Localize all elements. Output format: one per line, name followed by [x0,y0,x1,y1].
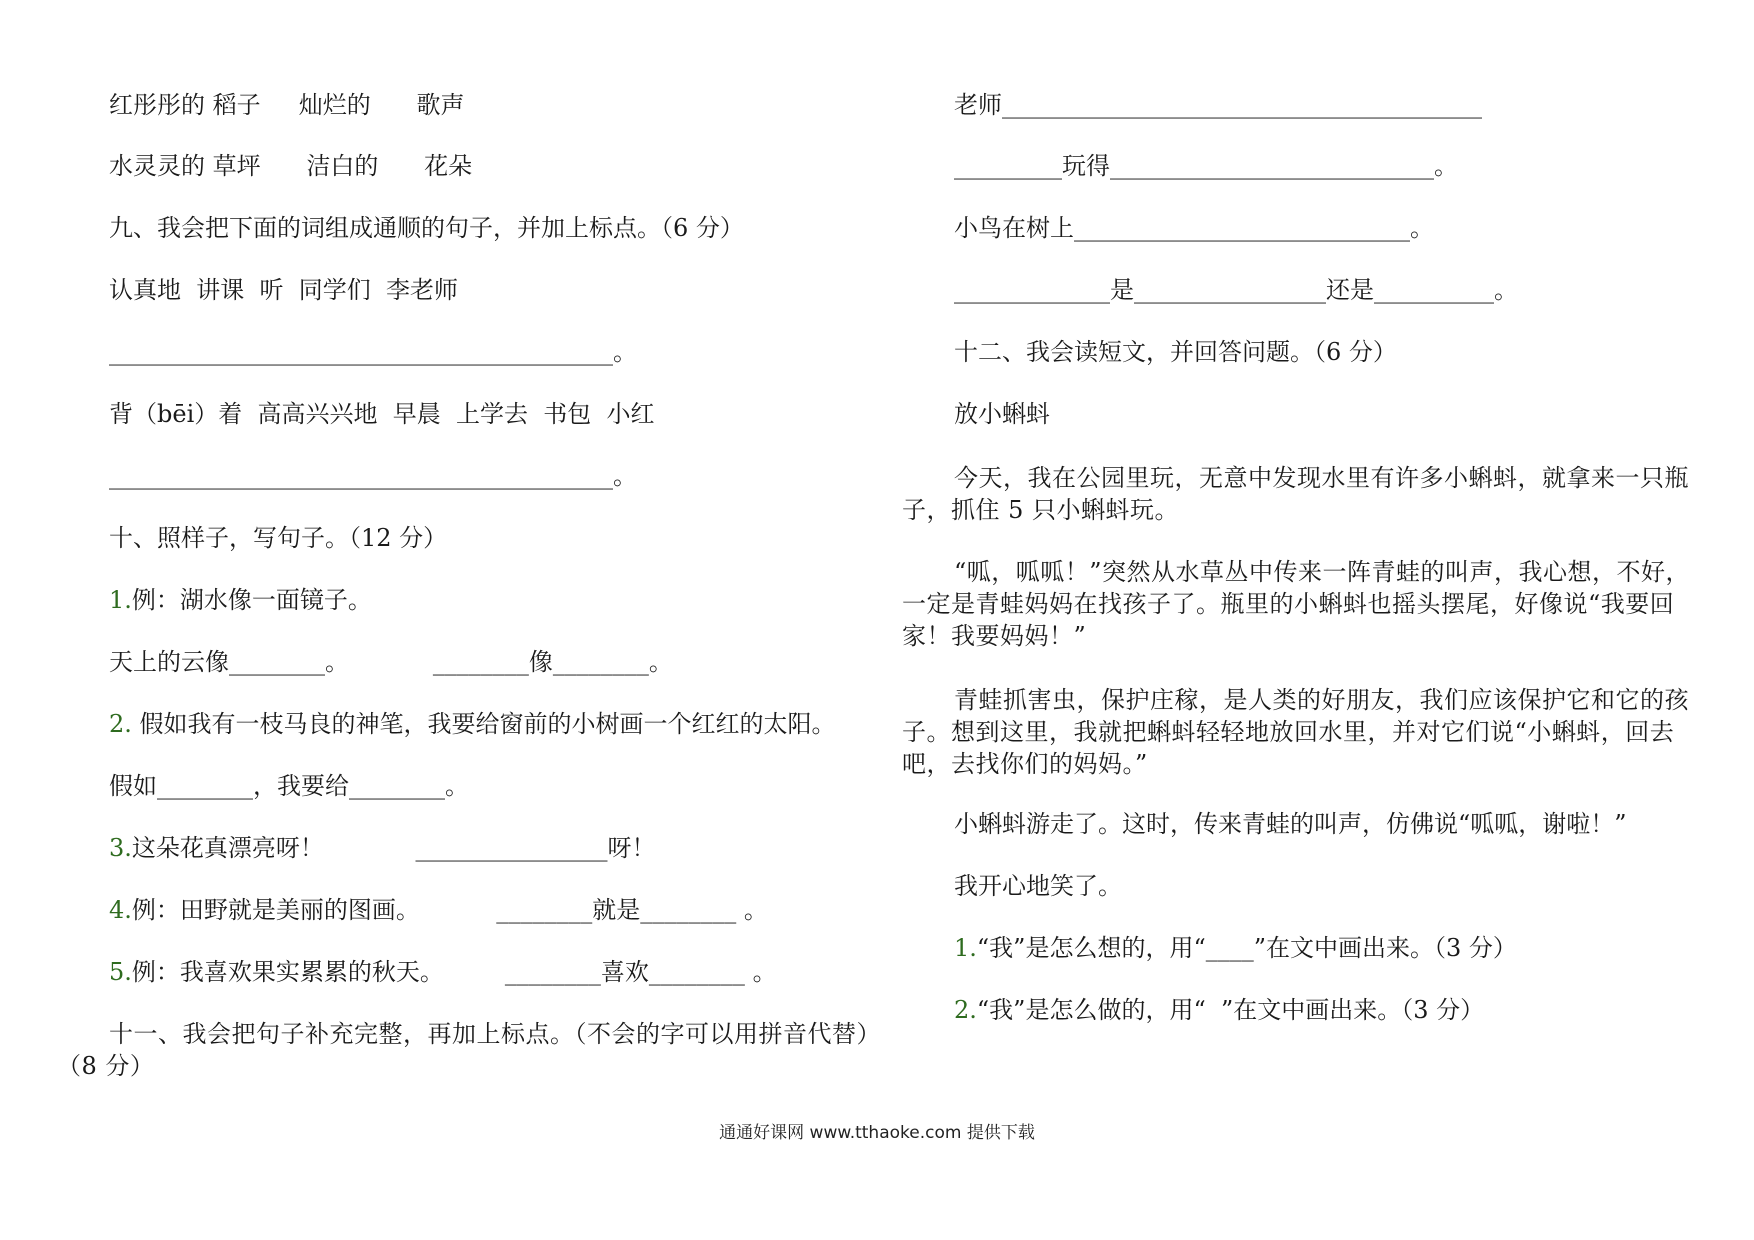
q11-line-3: 小鸟在树上____________________________。 [954,214,1434,242]
q12-question-2 [954,994,1484,1026]
q10-item-4-number: 4. [109,896,132,924]
word-pairs-line-1: 红彤彤的 稻子 灿烂的 歌声 [109,91,465,119]
q11-line-1: 老师________________________________________ [954,91,1482,119]
q12-question-1 [954,932,1517,964]
q10-item-2 [109,708,836,740]
q10-item-3 [109,832,655,864]
q12-question-1-number: 1. [954,934,977,962]
q10-item-1-number: 1. [109,586,132,614]
q10-item-2-number: 2. [109,710,132,738]
q12-title: 十二、我会读短文，并回答问题。（6 分） [954,338,1397,366]
q9-answer-line-2: __________________________________________。 [109,462,637,490]
q9-words-1: 认真地 讲课 听 同学们 李老师 [109,276,459,304]
q10-title: 十、照样子，写句子。（12 分） [109,524,448,552]
q10-item-1-example: 例：湖水像一面镜子。 [131,586,372,614]
q10-item-4-example: 例：田野就是美丽的图画。 ________就是________ 。 [131,896,768,924]
q12-question-2-text: “我”是怎么做的，用“ ”在文中画出来。（3 分） [976,996,1485,1024]
story-title: 放小蝌蚪 [954,400,1050,428]
story-paragraph-1: 今天，我在公园里玩，无意中发现水里有许多小蝌蚪，就拿来一只瓶子，抓住 5 只小蝌蚪玩。 [902,464,1689,524]
story-paragraph-5: 我开心地笑了。 [954,872,1122,900]
q10-item-3-example: 这朵花真漂亮呀！ ________________呀！ [131,834,656,862]
word-pairs-line-2: 水灵灵的 草坪 洁白的 花朵 [109,152,473,180]
q9-title: 九、我会把下面的词组成通顺的句子，并加上标点。（6 分） [109,214,744,242]
story-paragraph-2: “呱，呱呱！”突然从水草丛中传来一阵青蛙的叫声，我心想，不好，一定是青蛙妈妈在找孩子了。瓶里的小蝌蚪也摇头摆尾，好像说“我要回家！我要妈妈！” [902,558,1691,650]
story-paragraph-4: 小蝌蚪游走了。这时，传来青蛙的叫声，仿佛说“呱呱，谢啦！” [954,810,1627,838]
story-paragraph-3: 青蛙抓害虫，保护庄稼，是人类的好朋友，我们应该保护它和它的孩子。想到这里，我就把蝌蚪轻轻地放回水里，并对它们说“小蝌蚪，回去吧，去找你们的妈妈。” [902,686,1689,778]
q9-words-2: 背（bēi）着 高高兴兴地 早晨 上学去 书包 小红 [109,400,655,428]
q11-title: 十一、我会把句子补充完整，再加上标点。（不会的字可以用拼音代替）（8 分） [57,1020,869,1080]
q10-item-1-fill: 天上的云像________。 ________像________。 [109,648,673,676]
q11-line-2: _________玩得___________________________。 [954,152,1458,180]
q10-item-5-example: 例：我喜欢果实累累的秋天。 ________喜欢________ 。 [131,958,777,986]
q12-question-2-number: 2. [954,996,977,1024]
q10-item-3-number: 3. [109,834,132,862]
q12-question-1-text: “我”是怎么想的，用“____”在文中画出来。（3 分） [976,934,1517,962]
q10-item-2-fill: 假如________，我要给________。 [109,772,469,800]
q10-item-2-example: 假如我有一枝马良的神笔，我要给窗前的小树画一个红红的太阳。 [131,710,836,738]
q10-item-5 [109,956,777,988]
q9-answer-line-1: __________________________________________。 [109,338,637,366]
page-footer: 通通好课网 www.tthaoke.com 提供下载 [719,1123,1035,1143]
q10-item-4 [109,894,768,926]
q11-line-4: _____________是________________还是__________。 [954,276,1518,304]
q10-item-1 [109,584,372,616]
q10-item-5-number: 5. [109,958,132,986]
